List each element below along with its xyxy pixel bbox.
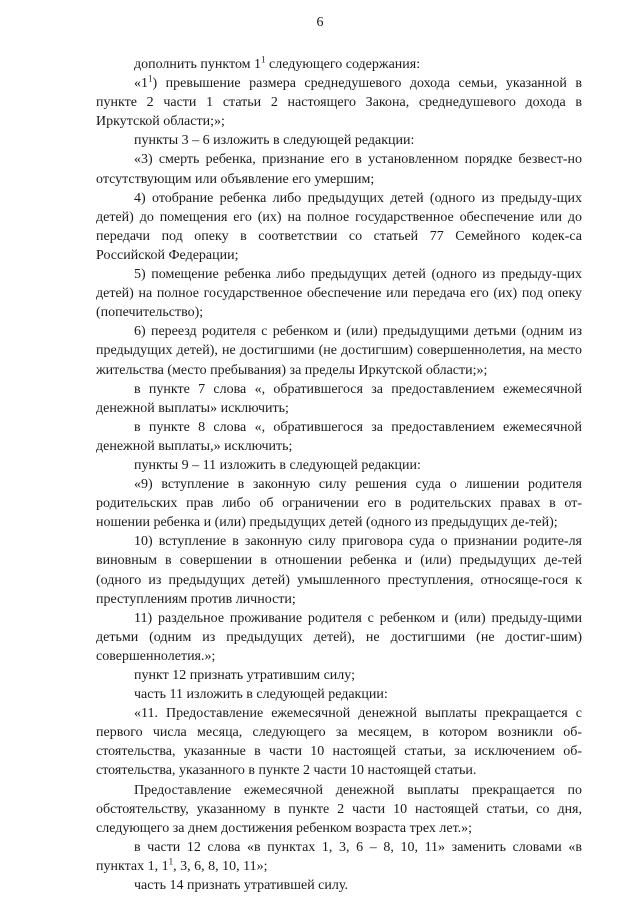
paragraph: пункт 12 признать утратившим силу; bbox=[134, 668, 355, 683]
paragraph: «11. Предоставление ежемесячной денежной выплаты прекращается с первого числа месяца, следующего за месяцем, в котором возникли об-стоятельства, указанные в части 10 настоящей статьи, за исключением об-стоятельства, указанного в пункте 2 части 10 настоящей статьи. bbox=[96, 706, 582, 779]
document-body bbox=[96, 55, 582, 895]
paragraph: «$1^1$) превышение размера среднедушевого дохода семьи, указанной в пункте 2 части 1 статьи 2 настоящего Закона, среднедушевого дохода в Иркутской области;»; bbox=[96, 73, 582, 130]
paragraph: Предоставление ежемесячной денежной выплаты прекращается по обстоятельству, указанному в пункте 2 части 10 настоящей статьи, со дня, следующего за днем достижения ребенком возраста трех лет.»; bbox=[96, 782, 582, 836]
paragraph: «3) смерть ребенка, признание его в установленном порядке безвест-но отсутствующим или объявление его умершим; bbox=[96, 152, 582, 187]
paragraph: 11) раздельное проживание родителя с ребенком и (или) предыду-щими детьми (одним из предыдущих детей), не достигшими (не достиг-шим) совершеннолетия.»; bbox=[96, 610, 582, 664]
paragraph: в пункте 7 слова «, обратившегося за предоставлением ежемесячной денежной выплаты» исключить; bbox=[96, 381, 582, 416]
paragraph: в части 12 слова «в пунктах 1, 3, 6 – 8, 10, 11» заменить словами «в пунктах 1, $1^1$, 3, 6, 8, 10, 11»; bbox=[96, 839, 582, 874]
paragraph: пункты 9 – 11 изложить в следующей редакции: bbox=[134, 457, 421, 473]
paragraph: в пункте 8 слова «, обратившегося за предоставлением ежемесячной денежной выплаты,» исключить; bbox=[96, 419, 582, 454]
paragraph: часть 14 признать утратившей силу. bbox=[134, 878, 348, 894]
paragraph: 10) вступление в законную силу приговора суда о признании родите-ля виновным в совершении в отношении ребенка и (или) предыдущих де-тей (одного из предыдущих детей) умышленного преступления, относяще-гося к преступлениям против личности; bbox=[96, 534, 582, 607]
paragraph: пункты 3 – 6 изложить в следующей редакции: bbox=[134, 133, 415, 149]
paragraph: 4) отобрание ребенка либо предыдущих детей (одного из предыду-щих детей) до помещения его (их) на полное государственное обеспечение или до передачи под опеку в соответствии со статьей 77 Семейного кодек-са Российской Федерации; bbox=[96, 190, 582, 263]
paragraph: 6) переезд родителя с ребенком и (или) предыдущими детьми (одним из предыдущих детей), не достигшими (не достигшим) совершеннолетия, на место жительства (место пребывания) за пределы Иркутской области;»; bbox=[96, 324, 582, 378]
paragraph: 5) помещение ребенка либо предыдущих детей (одного из предыду-щих детей) на полное государственное обеспечение или передача его (их) под опеку (попечительство); bbox=[96, 267, 582, 321]
paragraph: часть 11 изложить в следующей редакции: bbox=[134, 687, 388, 703]
paragraph: «9) вступление в законную силу решения суда о лишении родителя родительских прав либо об ограничении его в родительских правах в от-ношении ребенка и (или) предыдущих детей (одного из предыдущих де-тей); bbox=[96, 477, 582, 531]
paragraph: дополнить пунктом $1^1$ следующего содержания: bbox=[134, 54, 421, 72]
page-number: 6 bbox=[316, 15, 324, 30]
